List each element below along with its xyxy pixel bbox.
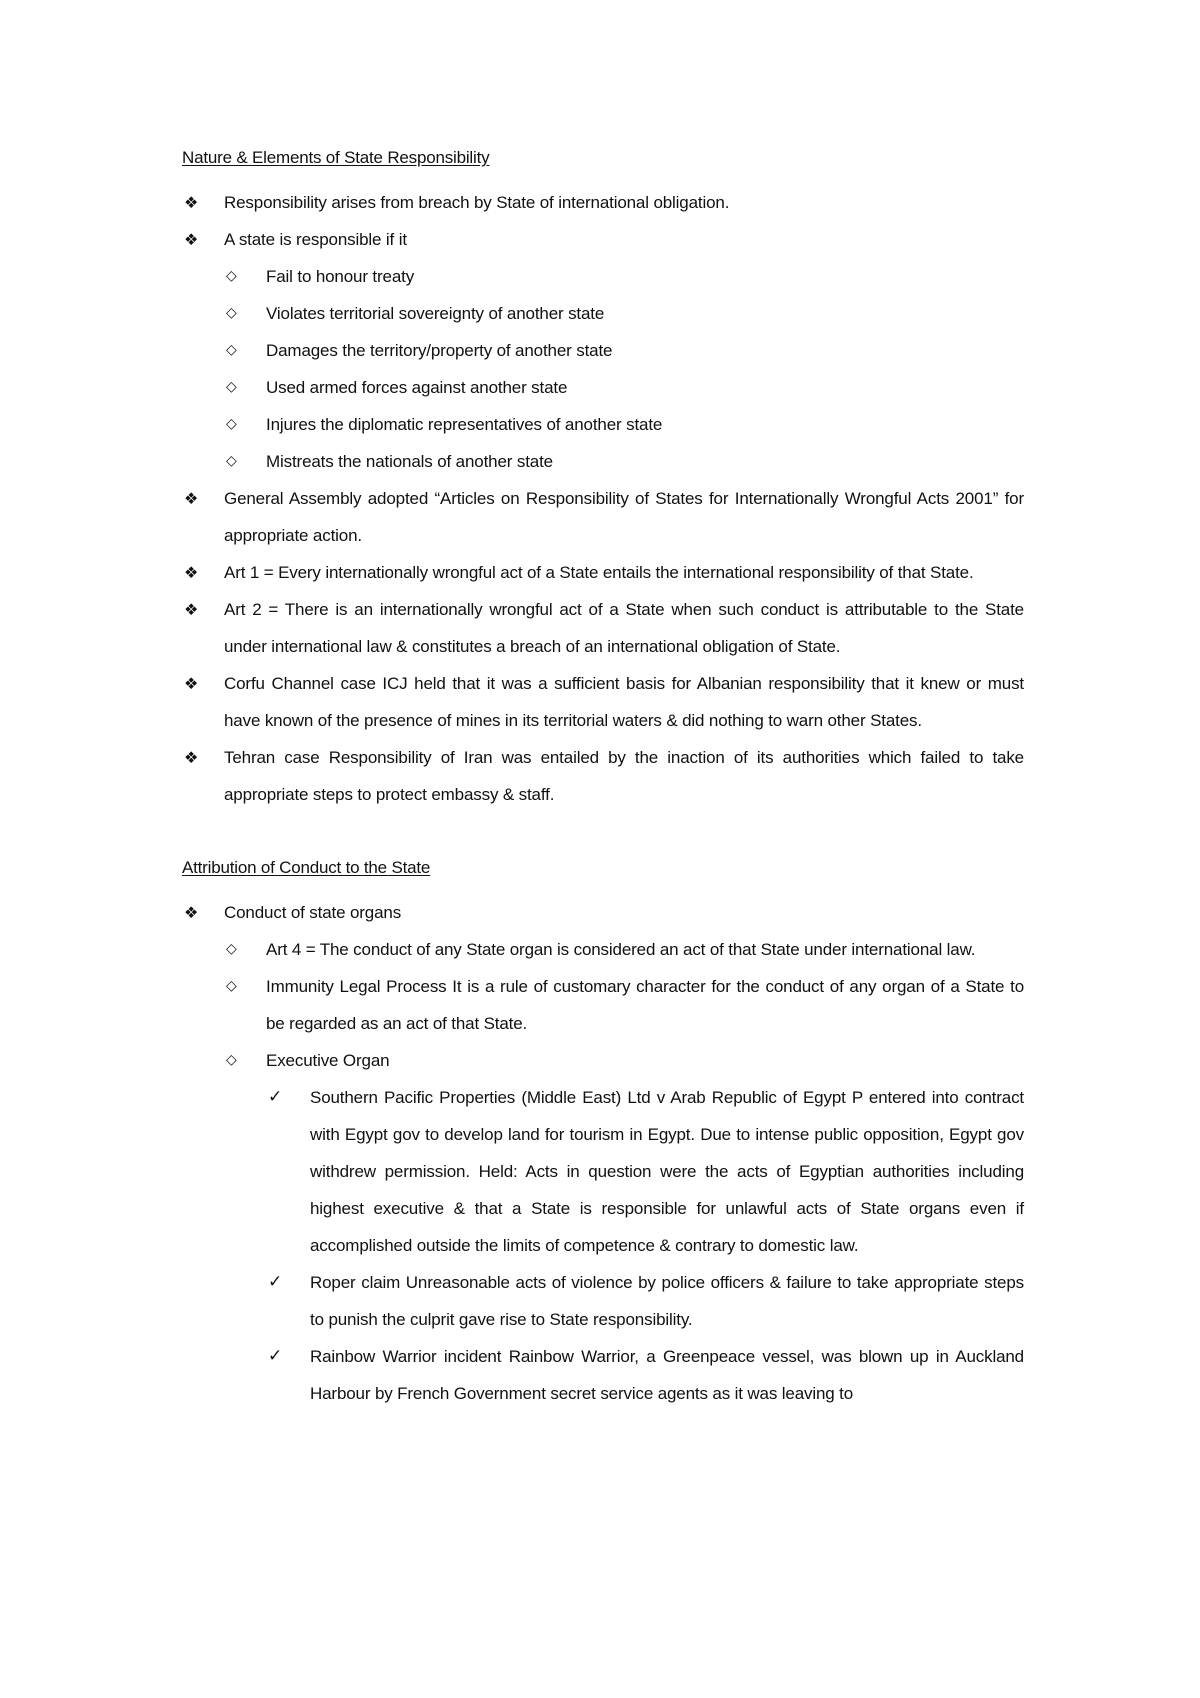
list-item xyxy=(182,894,1024,931)
sub-list-item-text: Mistreats the nationals of another state xyxy=(266,452,553,471)
list-item-text: Art 1 = Every internationally wrongful act of a State entails the international responsibility of that State. xyxy=(224,563,974,582)
diamond-bullet-icon: ❖ xyxy=(184,748,199,767)
list-item-text: Conduct of state organs xyxy=(224,903,402,922)
checkmark-bullet-icon: ✓ xyxy=(268,1346,283,1366)
sub-list-item-text: Used armed forces against another state xyxy=(266,378,568,397)
sub-list-item xyxy=(182,443,1024,480)
hollow-diamond-bullet-icon: ◇ xyxy=(226,416,237,432)
sub-list-item-text: Injures the diplomatic representatives of another state xyxy=(266,415,663,434)
sub-list-item xyxy=(182,931,1024,968)
hollow-diamond-bullet-icon: ◇ xyxy=(226,1052,237,1068)
checkmark-bullet-icon: ✓ xyxy=(268,1087,283,1107)
document-body xyxy=(182,147,1024,1412)
sub-list-item-text: Executive Organ xyxy=(266,1051,390,1070)
list-item xyxy=(182,221,1024,258)
case-list-item xyxy=(182,1264,1024,1338)
sub-list-item xyxy=(182,369,1024,406)
diamond-bullet-icon: ❖ xyxy=(184,193,199,212)
list-item xyxy=(182,739,1024,813)
hollow-diamond-bullet-icon: ◇ xyxy=(226,305,237,321)
diamond-bullet-icon: ❖ xyxy=(184,903,199,922)
list-item-text: Corfu Channel case ICJ held that it was a sufficient basis for Albanian responsibility that it knew or must have known of the presence of mines in its territorial waters & did nothing to warn other States. xyxy=(224,674,1024,730)
hollow-diamond-bullet-icon: ◇ xyxy=(226,941,237,957)
sub-list-item-text: Violates territorial sovereignty of another state xyxy=(266,304,605,323)
diamond-bullet-icon: ❖ xyxy=(184,230,199,249)
sub-list-item-text: Art 4 = The conduct of any State organ is considered an act of that State under international law. xyxy=(266,940,976,959)
list-item-text: Responsibility arises from breach by State of international obligation. xyxy=(224,193,730,212)
sub-list-item-text: Immunity Legal Process It is a rule of customary character for the conduct of any organ of a State to be regarded as an act of that State. xyxy=(266,977,1024,1033)
sub-list-item-text: Fail to honour treaty xyxy=(266,267,415,286)
sub-list-item xyxy=(182,258,1024,295)
case-list-item xyxy=(182,1338,1024,1412)
sub-list-item xyxy=(182,406,1024,443)
list-item-text: Tehran case Responsibility of Iran was entailed by the inaction of its authorities which failed to take appropriate steps to protect embassy & staff. xyxy=(224,748,1024,804)
sub-list-item xyxy=(182,332,1024,369)
hollow-diamond-bullet-icon: ◇ xyxy=(226,342,237,358)
case-list-item-text: Southern Pacific Properties (Middle East) Ltd v Arab Republic of Egypt P entered into contract with Egypt gov to develop land for tourism in Egypt. Due to intense public opposition, Egypt gov withdrew permission. Held: Acts in question were the acts of Egyptian authorities including highest executive & that a State is responsible for unlawful acts of State organs even if accomplished outside the limits of competence & contrary to domestic law. xyxy=(310,1088,1024,1255)
checkmark-bullet-icon: ✓ xyxy=(268,1272,283,1292)
sub-list-item xyxy=(182,968,1024,1042)
list-item xyxy=(182,665,1024,739)
sub-list-item xyxy=(182,295,1024,332)
hollow-diamond-bullet-icon: ◇ xyxy=(226,978,237,994)
list-item xyxy=(182,554,1024,591)
sub-list-item-text: Damages the territory/property of another state xyxy=(266,341,613,360)
hollow-diamond-bullet-icon: ◇ xyxy=(226,268,237,284)
case-list-item-text: Rainbow Warrior incident Rainbow Warrior, a Greenpeace vessel, was blown up in Auckland Harbour by French Government secret service agents as it was leaving to xyxy=(310,1347,1024,1403)
case-list-item-text: Roper claim Unreasonable acts of violence by police officers & failure to take appropriate steps to punish the culprit gave rise to State responsibility. xyxy=(310,1273,1024,1329)
diamond-bullet-icon: ❖ xyxy=(184,674,199,693)
section-heading-attribution: Attribution of Conduct to the State xyxy=(182,858,431,877)
list-item-text: A state is responsible if it xyxy=(224,230,407,249)
hollow-diamond-bullet-icon: ◇ xyxy=(226,379,237,395)
sub-list-item xyxy=(182,1042,1024,1079)
section-heading-nature-elements: Nature & Elements of State Responsibility xyxy=(182,148,490,167)
list-item xyxy=(182,591,1024,665)
list-item-text: Art 2 = There is an internationally wrongful act of a State when such conduct is attributable to the State under international law & constitutes a breach of an international obligation of State. xyxy=(224,600,1024,656)
hollow-diamond-bullet-icon: ◇ xyxy=(226,453,237,469)
diamond-bullet-icon: ❖ xyxy=(184,563,199,582)
diamond-bullet-icon: ❖ xyxy=(184,489,199,508)
case-list-item xyxy=(182,1079,1024,1264)
list-item xyxy=(182,184,1024,221)
list-item xyxy=(182,480,1024,554)
diamond-bullet-icon: ❖ xyxy=(184,600,199,619)
list-item-text: General Assembly adopted “Articles on Responsibility of States for Internationally Wrongful Acts 2001” for appropriate action. xyxy=(224,489,1024,545)
